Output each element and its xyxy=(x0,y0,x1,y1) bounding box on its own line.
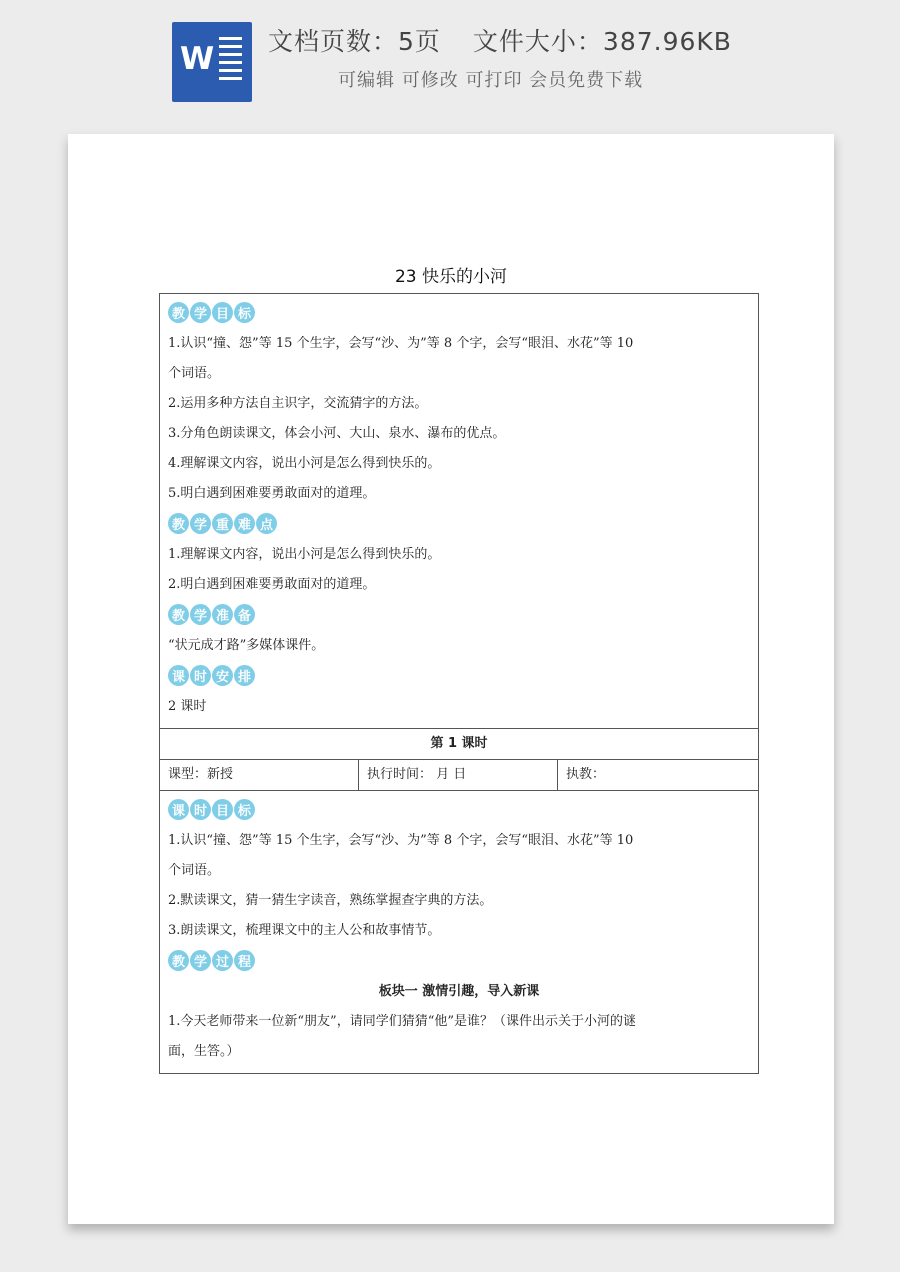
page-count: 文档页数：5页 xyxy=(268,27,441,56)
badge-char: 教 xyxy=(168,513,189,534)
file-size: 文件大小：387.96KB xyxy=(472,27,732,56)
word-icon-letter: W xyxy=(180,41,215,77)
period-title: 第 1 课时 xyxy=(160,728,758,759)
lesson-title: 23 快乐的小河 xyxy=(394,267,508,287)
word-document-icon xyxy=(172,22,252,102)
period-objective-line: 个词语。 xyxy=(168,863,221,878)
badge-char: 目 xyxy=(212,302,233,323)
objective-line: 5.明白遇到困难要勇敢面对的道理。 xyxy=(168,486,376,501)
document-page xyxy=(68,134,834,1224)
badge-char: 时 xyxy=(190,799,211,820)
document-meta xyxy=(268,22,732,58)
badge-char: 安 xyxy=(212,665,233,686)
preparation-badge xyxy=(168,604,750,625)
teaching-process-badge xyxy=(168,950,750,971)
schedule-line: 2 课时 xyxy=(168,699,207,714)
badge-char: 教 xyxy=(168,604,189,625)
badge-char: 排 xyxy=(234,665,255,686)
key-points-badge xyxy=(168,513,750,534)
document-info-banner xyxy=(0,0,900,118)
lesson-type-cell: 课型：新授 xyxy=(160,760,359,790)
badge-char: 学 xyxy=(190,604,211,625)
key-point-line: 2.明白遇到困难要勇敢面对的道理。 xyxy=(168,577,376,592)
key-point-line: 1.理解课文内容，说出小河是怎么得到快乐的。 xyxy=(168,547,441,562)
teaching-objectives-badge xyxy=(168,302,750,323)
period-objective-line: 1.认识“撞、怨”等 15 个生字，会写“沙、为”等 8 个字，会写“眼泪、水花”等 10 xyxy=(168,833,634,848)
badge-char: 准 xyxy=(212,604,233,625)
badge-char: 课 xyxy=(168,799,189,820)
badge-char: 重 xyxy=(212,513,233,534)
badge-char: 难 xyxy=(234,513,255,534)
objective-line: 个词语。 xyxy=(168,366,221,381)
badge-char: 备 xyxy=(234,604,255,625)
badge-char: 学 xyxy=(190,513,211,534)
execution-time-cell: 执行时间： 月 日 xyxy=(359,760,558,790)
objective-line: 3.分角色朗读课文，体会小河、大山、泉水、瀑布的优点。 xyxy=(168,426,506,441)
badge-char: 点 xyxy=(256,513,277,534)
objective-line: 2.运用多种方法自主识字，交流猜字的方法。 xyxy=(168,396,428,411)
badge-char: 标 xyxy=(234,799,255,820)
badge-char: 课 xyxy=(168,665,189,686)
lesson-plan-table xyxy=(159,293,759,1074)
objective-line: 4.理解课文内容，说出小河是怎么得到快乐的。 xyxy=(168,456,441,471)
badge-char: 时 xyxy=(190,665,211,686)
badge-char: 教 xyxy=(168,950,189,971)
document-perks: 可编辑 可修改 可打印 会员免费下载 xyxy=(338,70,644,91)
badge-char: 程 xyxy=(234,950,255,971)
badge-char: 目 xyxy=(212,799,233,820)
preparation-line: “状元成才路”多媒体课件。 xyxy=(168,638,325,653)
lesson-info-row xyxy=(160,759,758,791)
badge-char: 过 xyxy=(212,950,233,971)
teacher-cell: 执教： xyxy=(566,767,606,782)
period-section xyxy=(160,791,758,1073)
schedule-badge xyxy=(168,665,750,686)
badge-char: 教 xyxy=(168,302,189,323)
period-objective-line: 2.默读课文，猜一猜生字读音，熟练掌握查字典的方法。 xyxy=(168,893,493,908)
block-title: 板块一 激情引趣，导入新课 xyxy=(378,984,540,999)
process-line: 1.今天老师带来一位新“朋友”，请同学们猜猜“他”是谁？（课件出示关于小河的谜 xyxy=(168,1014,636,1029)
badge-char: 学 xyxy=(190,302,211,323)
process-line: 面，生答。） xyxy=(168,1044,240,1059)
period-objectives-badge xyxy=(168,799,750,820)
badge-char: 学 xyxy=(190,950,211,971)
teaching-objectives-section xyxy=(160,294,758,728)
objective-line: 1.认识“撞、怨”等 15 个生字，会写“沙、为”等 8 个字，会写“眼泪、水花”等 10 xyxy=(168,336,634,351)
period-objective-line: 3.朗读课文，梳理课文中的主人公和故事情节。 xyxy=(168,923,441,938)
badge-char: 标 xyxy=(234,302,255,323)
word-icon-lines xyxy=(219,37,242,85)
